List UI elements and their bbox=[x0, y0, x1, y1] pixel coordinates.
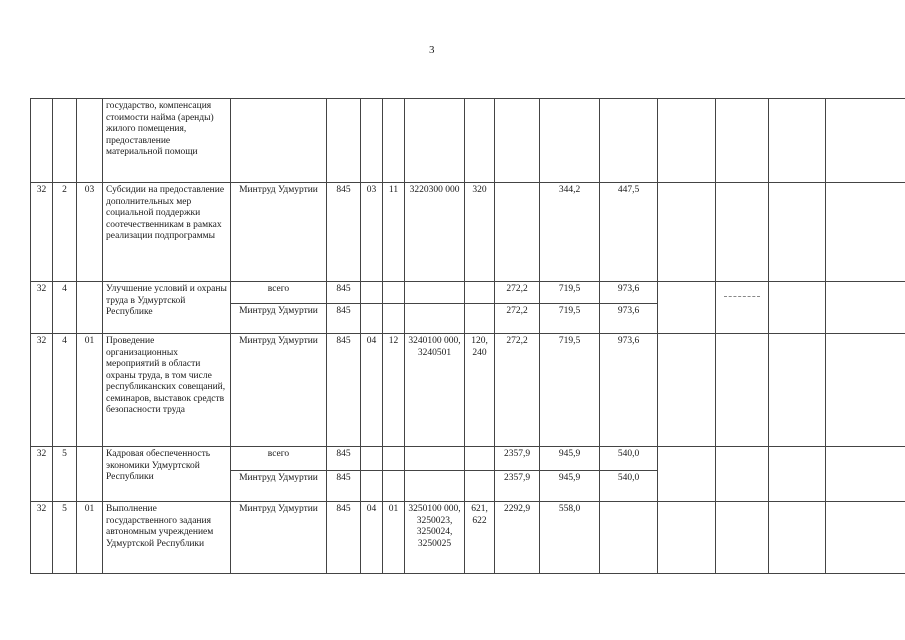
cell-om: 01 bbox=[77, 502, 103, 574]
cell-pr: 01 bbox=[383, 502, 405, 574]
cell-gp: 32 bbox=[31, 447, 53, 502]
cell-value: 540,0 bbox=[600, 471, 658, 502]
cell-value: 973,6 bbox=[600, 334, 658, 447]
row-name: Улучшение условий и охраны труда в Удмуртской Республике bbox=[103, 282, 231, 334]
table-row bbox=[31, 183, 905, 282]
row-name: Выполнение государственного задания автономным учреждением Удмуртской Республики bbox=[103, 502, 231, 574]
cell-gp: 32 bbox=[31, 334, 53, 447]
cell-value: 272,2 bbox=[495, 334, 540, 447]
cell-gp: 32 bbox=[31, 183, 53, 282]
cell-grbs: 845 bbox=[327, 471, 361, 502]
cell-value bbox=[495, 183, 540, 282]
cell-pp: 5 bbox=[53, 502, 77, 574]
row-name: государство, компенсация стоимости найма (аренды) жилого помещения, предоставление материальной помощи bbox=[103, 99, 231, 183]
cell-csr: 3240100 000, 3240501 bbox=[405, 334, 465, 447]
cell-vr: 621, 622 bbox=[465, 502, 495, 574]
cell-executor: Минтруд Удмуртии bbox=[231, 183, 327, 282]
cell-pp: 4 bbox=[53, 334, 77, 447]
cell-executor: всего bbox=[231, 447, 327, 471]
cell-executor: Минтруд Удмуртии bbox=[231, 304, 327, 334]
cell-value: 719,5 bbox=[540, 282, 600, 304]
page-number: 3 bbox=[429, 44, 435, 56]
table-row bbox=[31, 334, 905, 447]
cell-value: 945,9 bbox=[540, 471, 600, 502]
table-row bbox=[31, 502, 905, 574]
cell-value: 973,6 bbox=[600, 304, 658, 334]
cell-grbs: 845 bbox=[327, 502, 361, 574]
cell-grbs: 845 bbox=[327, 304, 361, 334]
cell-rz: 03 bbox=[361, 183, 383, 282]
table-row bbox=[31, 282, 905, 304]
table-row bbox=[31, 447, 905, 471]
cell-pp: 5 bbox=[53, 447, 77, 502]
cell-executor: Минтруд Удмуртии bbox=[231, 502, 327, 574]
cell-executor: Минтруд Удмуртии bbox=[231, 334, 327, 447]
cell-grbs: 845 bbox=[327, 183, 361, 282]
cell-pp: 2 bbox=[53, 183, 77, 282]
cell-value: 719,5 bbox=[540, 334, 600, 447]
cell-rz: 04 bbox=[361, 502, 383, 574]
cell-pr: 12 bbox=[383, 334, 405, 447]
cell-value: 344,2 bbox=[540, 183, 600, 282]
cell-value: 2292,9 bbox=[495, 502, 540, 574]
cell-csr: 3220300 000 bbox=[405, 183, 465, 282]
row-name: Проведение организационных мероприятий в области охраны труда, в том числе республиканских совещаний, семинаров, выставок средств безопасности труда bbox=[103, 334, 231, 447]
cell-csr: 3250100 000, 3250023, 3250024, 3250025 bbox=[405, 502, 465, 574]
table-row bbox=[31, 99, 905, 183]
cell-vr: 320 bbox=[465, 183, 495, 282]
cell-vr: 120, 240 bbox=[465, 334, 495, 447]
cell-value: 447,5 bbox=[600, 183, 658, 282]
cell-value: 719,5 bbox=[540, 304, 600, 334]
cell-om: 01 bbox=[77, 334, 103, 447]
cell-pr: 11 bbox=[383, 183, 405, 282]
cell-grbs: 845 bbox=[327, 447, 361, 471]
cell-value: 540,0 bbox=[600, 447, 658, 471]
cell-value: 558,0 bbox=[540, 502, 600, 574]
cell-value: 272,2 bbox=[495, 282, 540, 304]
row-name: Субсидии на предоставление дополнительных мер социальной поддержки соотечественникам в рамках реализации подпрограммы bbox=[103, 183, 231, 282]
cell-gp: 32 bbox=[31, 282, 53, 334]
cell-om: 03 bbox=[77, 183, 103, 282]
cell-grbs: 845 bbox=[327, 282, 361, 304]
cell-value: 945,9 bbox=[540, 447, 600, 471]
budget-table bbox=[30, 98, 905, 574]
dash-mark bbox=[724, 296, 760, 297]
cell-value: 2357,9 bbox=[495, 471, 540, 502]
cell-executor: всего bbox=[231, 282, 327, 304]
cell-gp: 32 bbox=[31, 502, 53, 574]
cell-rz: 04 bbox=[361, 334, 383, 447]
cell-value: 2357,9 bbox=[495, 447, 540, 471]
cell-value: 973,6 bbox=[600, 282, 658, 304]
row-name: Кадровая обеспеченность экономики Удмуртской Республики bbox=[103, 447, 231, 502]
cell-executor: Минтруд Удмуртии bbox=[231, 471, 327, 502]
cell-value bbox=[600, 502, 658, 574]
cell-value: 272,2 bbox=[495, 304, 540, 334]
cell-pp: 4 bbox=[53, 282, 77, 334]
cell-grbs: 845 bbox=[327, 334, 361, 447]
